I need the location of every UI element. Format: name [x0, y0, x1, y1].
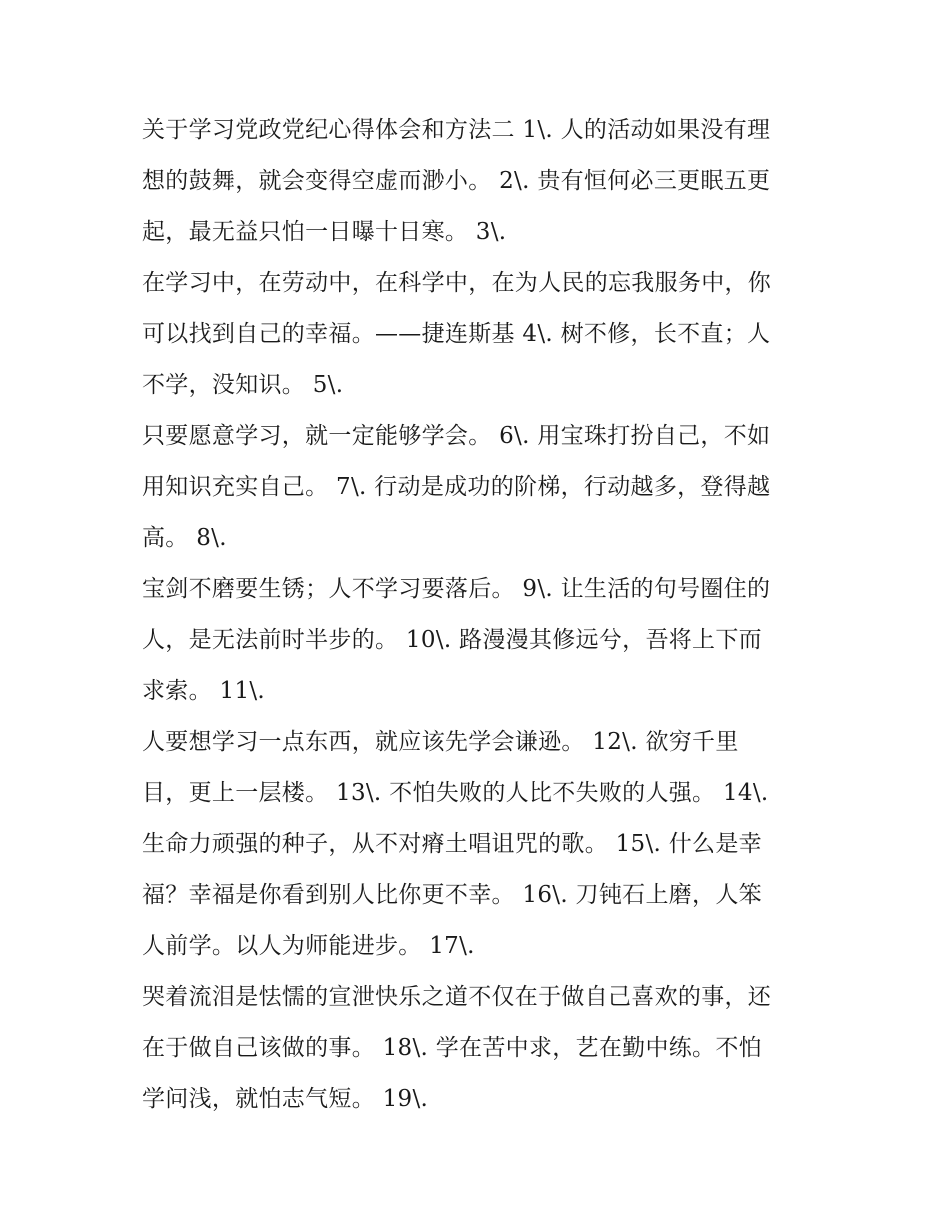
text-line: 福？幸福是你看到别人比你更不幸。 16\. 刀钝石上磨，人笨 — [142, 882, 762, 908]
text-line: 求索。 11\. — [142, 678, 266, 704]
text-line: 高。 8\. — [142, 525, 227, 551]
text-line: 学问浅，就怕志气短。 19\. — [142, 1086, 429, 1112]
text-line: 不学，没知识。 5\. — [142, 372, 344, 398]
text-line: 起，最无益只怕一日曝十日寒。 3\. — [142, 219, 507, 245]
text-line: 生命力顽强的种子，从不对瘠土唱诅咒的歌。 15\. 什么是幸 — [142, 831, 762, 857]
text-line: 在学习中，在劳动中，在科学中，在为人民的忘我服务中，你 — [142, 270, 772, 296]
text-line: 用知识充实自己。 7\. 行动是成功的阶梯，行动越多，登得越 — [142, 474, 771, 500]
text-line: 想的鼓舞，就会变得空虚而渺小。 2\. 贵有恒何必三更眠五更 — [142, 168, 771, 194]
text-line: 只要愿意学习，就一定能够学会。 6\. 用宝珠打扮自己，不如 — [142, 423, 771, 449]
text-line: 人要想学习一点东西，就应该先学会谦逊。 12\. 欲穷千里 — [142, 729, 739, 755]
text-line: 关于学习党政党纪心得体会和方法二 1\. 人的活动如果没有理 — [142, 117, 771, 143]
text-line: 宝剑不磨要生锈；人不学习要落后。 9\. 让生活的句号圈住的 — [142, 576, 771, 602]
text-line: 哭着流泪是怯懦的宣泄快乐之道不仅在于做自己喜欢的事，还 — [142, 984, 772, 1010]
body-text — [142, 110, 822, 1130]
text-line: 可以找到自己的幸福。——捷连斯基 4\. 树不修，长不直；人 — [142, 321, 771, 347]
text-line: 人前学。以人为师能进步。 17\. — [142, 933, 475, 959]
text-line: 在于做自己该做的事。 18\. 学在苦中求，艺在勤中练。不怕 — [142, 1035, 762, 1061]
text-line: 目，更上一层楼。 13\. 不怕失败的人比不失败的人强。 14\. — [142, 780, 769, 806]
text-line: 人，是无法前时半步的。 10\. 路漫漫其修远兮，吾将上下而 — [142, 627, 762, 653]
